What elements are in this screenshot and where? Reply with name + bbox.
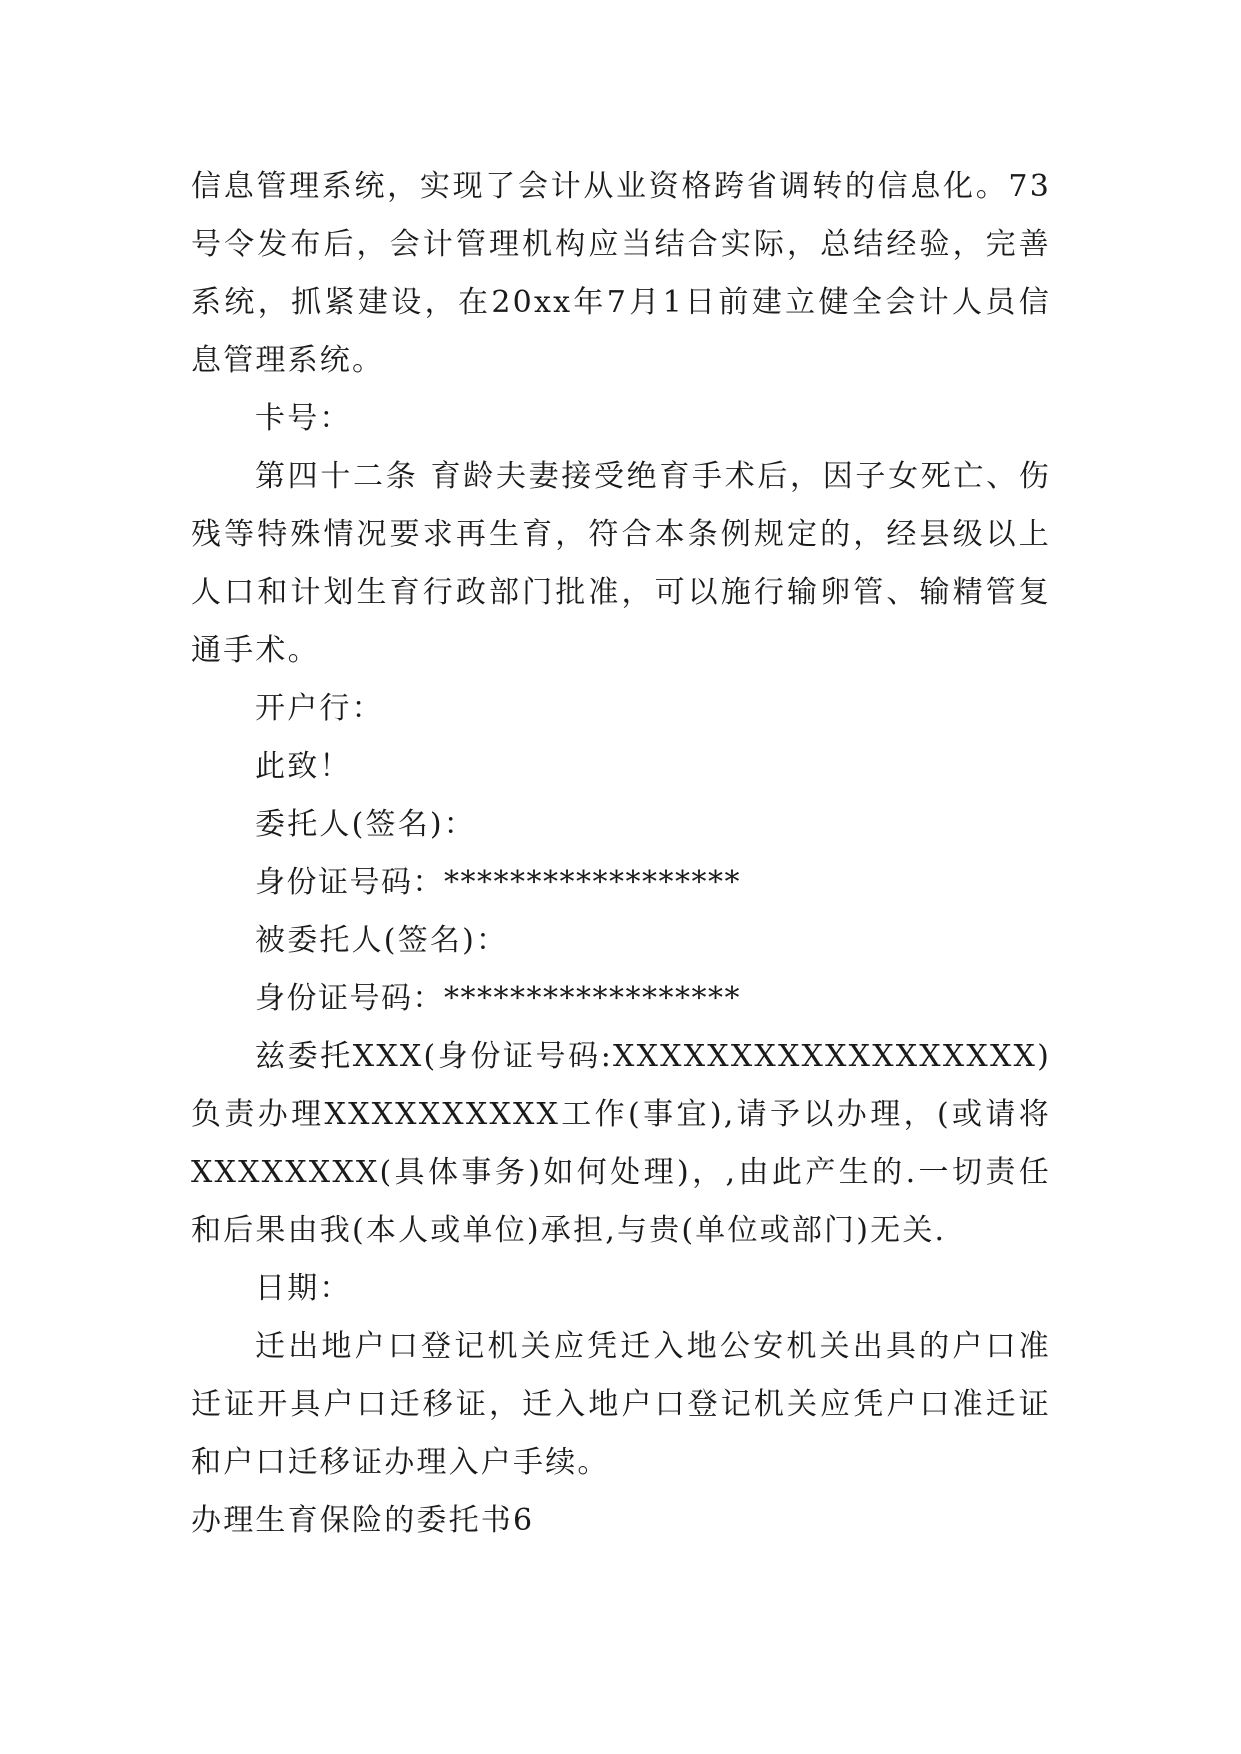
- paragraph-household-transfer: 迁出地户口登记机关应凭迁入地公安机关出具的户口准迁证开具户口迁移证，迁入地户口登记机关应凭户口准迁证和户口迁移证办理入户手续。: [191, 1329, 1051, 1480]
- bank-label: 开户行：: [255, 691, 384, 726]
- principal-signature-label: 委托人(签名)：: [255, 807, 477, 842]
- document-body: [191, 158, 1051, 1550]
- salutation: 此致！: [255, 749, 352, 784]
- date-label: 日期：: [255, 1271, 352, 1306]
- paragraph-article-42: 第四十二条 育龄夫妻接受绝育手术后，因子女死亡、伤残等特殊情况要求再生育，符合本条例规定的，经县级以上人口和计划生育行政部门批准，可以施行输卵管、输精管复通手术。: [191, 459, 1051, 668]
- agent-id-number: 身份证号码：******************: [255, 981, 741, 1016]
- paragraph-info-system: 信息管理系统，实现了会计从业资格跨省调转的信息化。73号令发布后，会计管理机构应当结合实际，总结经验，完善系统，抓紧建设，在20xx年7月1日前建立健全会计人员信息管理系统。: [191, 169, 1051, 378]
- section-heading: 办理生育保险的委托书6: [191, 1503, 535, 1538]
- card-number-label: 卡号：: [255, 401, 352, 436]
- paragraph-authorization: 兹委托XXX(身份证号码:XXXXXXXXXXXXXXXXXX)负责办理XXXXXXXXXX工作(事宜),请予以办理，(或请将XXXXXXXX(具体事务)如何处理)，,由此产生的.一切责任和后果由我(本人或单位)承担,与贵(单位或部门)无关.: [191, 1039, 1051, 1248]
- agent-signature-label: 被委托人(签名)：: [255, 923, 509, 958]
- principal-id-number: 身份证号码：******************: [255, 865, 741, 900]
